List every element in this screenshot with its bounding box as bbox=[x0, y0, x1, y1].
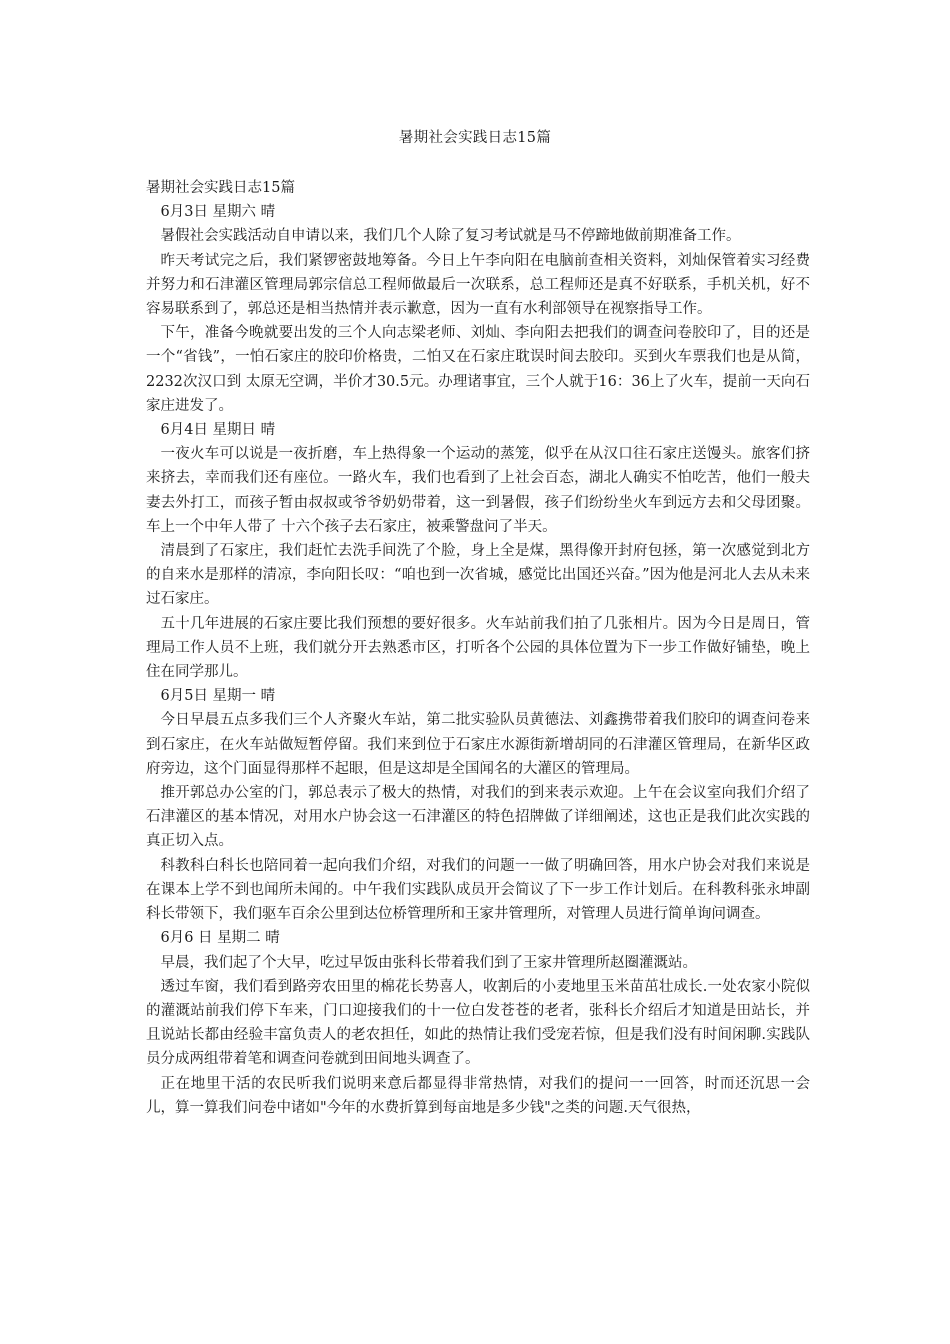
body-paragraph: 清晨到了石家庄，我们赶忙去洗手间洗了个脸，身上全是煤，黑得像开封府包拯，第一次感觉到北方的自来水是那样的清凉，李向阳长叹：“咱也到一次省城，感觉比出国还兴奋。”因为他是河北人去从未来过石家庄。 bbox=[146, 543, 810, 608]
body-paragraph: 推开郭总办公室的门，郭总表示了极大的热情，对我们的到来表示欢迎。上午在会议室向我们介绍了石津灌区的基本情况，对用水户协会这一石津灌区的特色招牌做了详细阐述，这也正是我们此次实践的真正切入点。 bbox=[146, 785, 810, 850]
body-paragraph: 今日早晨五点多我们三个人齐聚火车站，第二批实验队员黄德法、刘鑫携带着我们胶印的调查问卷来到石家庄，在火车站做短暂停留。我们来到位于石家庄水源街新增胡同的石津灌区管理局，在新华区政府旁边，这个门面显得那样不起眼，但是这却是全国闻名的大灌区的管理局。 bbox=[146, 712, 810, 777]
body-paragraph: 昨天考试完之后，我们紧锣密鼓地筹备。今日上午李向阳在电脑前查相关资料，刘灿保管着实习经费并努力和石津灌区管理局郭宗信总工程师做最后一次联系，总工程师还是真不好联系，手机关机，好不容易联系到了，郭总还是相当热情并表示歉意，因为一直有水利部领导在视察指导工作。 bbox=[146, 252, 810, 318]
diary-date-line: 6月4日 星期日 晴 bbox=[160, 422, 276, 439]
body-paragraph: 一夜火车可以说是一夜折磨，车上热得象一个运动的蒸笼，似乎在从汉口往石家庄送馒头。旅客们挤来挤去，幸而我们还有座位。一路火车，我们也看到了上社会百态，湖北人确实不怕吃苦，他们一般夫妻去外打工，而孩子暂由叔叔或爷爷奶奶带着，这一到暑假，孩子们纷纷坐火车到远方去和父母团聚。车上一个中年人带了 十六个孩子去石家庄，被乘警盘问了半天。 bbox=[146, 446, 810, 535]
diary-date-line: 6月3日 星期六 晴 bbox=[160, 204, 276, 221]
body-paragraph: 透过车窗，我们看到路旁农田里的棉花长势喜人，收割后的小麦地里玉米苗茁壮成长.一处农家小院似的灌溉站前我们停下车来，门口迎接我们的十一位白发苍苍的老者，张科长介绍后才知道是田站长，并且说站长都由经验丰富负责人的老农担任，如此的热情让我们受宠若惊，但是我们没有时间闲聊.实践队员分成两组带着笔和调查问卷就到田间地头调查了。 bbox=[146, 978, 810, 1068]
body-paragraph: 正在地里干活的农民听我们说明来意后都显得非常热情，对我们的提问一一回答，时而还沉思一会儿，算一算我们问卷中诸如"今年的水费折算到每亩地是多少钱"之类的问题.天气很热， bbox=[146, 1075, 810, 1116]
diary-date-line: 6月5日 星期一 晴 bbox=[160, 688, 276, 705]
body-paragraph: 早晨，我们起了个大早，吃过早饭由张科长带着我们到了王家井管理所赵圈灌溉站。 bbox=[160, 954, 697, 971]
body-paragraph: 下午，准备今晚就要出发的三个人向志梁老师、刘灿、李向阳去把我们的调查问卷胶印了，目的还是一个“省钱”，一怕石家庄的胶印价格贵，二怕又在石家庄耽误时间去胶印。买到火车票我们也是从简，2232次汉口到 太原无空调，半价才30.5元。办理诸事宜，三个人就于16：36上了火车，提前一天向石家庄进发了。 bbox=[146, 325, 810, 414]
document-title: 暑期社会实践日志15篇 bbox=[398, 130, 552, 146]
body-heading: 暑期社会实践日志15篇 bbox=[146, 180, 295, 196]
document-body bbox=[146, 176, 810, 1120]
diary-date-line: 6月6 日 星期二 晴 bbox=[160, 930, 280, 947]
body-paragraph: 暑假社会实践活动自申请以来，我们几个人除了复习考试就是马不停蹄地做前期准备工作。 bbox=[160, 228, 741, 245]
body-paragraph: 科教科白科长也陪同着一起向我们介绍，对我们的问题一一做了明确回答，用水户协会对我们来说是在课本上学不到也闻所未闻的。中午我们实践队成员开会简议了下一步工作计划后。在科教科张永坤副科长带领下，我们驱车百余公里到达位桥管理所和王家井管理所，对管理人员进行简单询问调查。 bbox=[146, 857, 810, 923]
body-paragraph: 五十几年进展的石家庄要比我们预想的要好很多。火车站前我们拍了几张相片。因为今日是周日，管理局工作人员不上班，我们就分开去熟悉市区，打听各个公园的具体位置为下一步工作做好铺垫，晚上住在同学那儿。 bbox=[146, 615, 810, 681]
paragraph-list bbox=[146, 200, 810, 1120]
